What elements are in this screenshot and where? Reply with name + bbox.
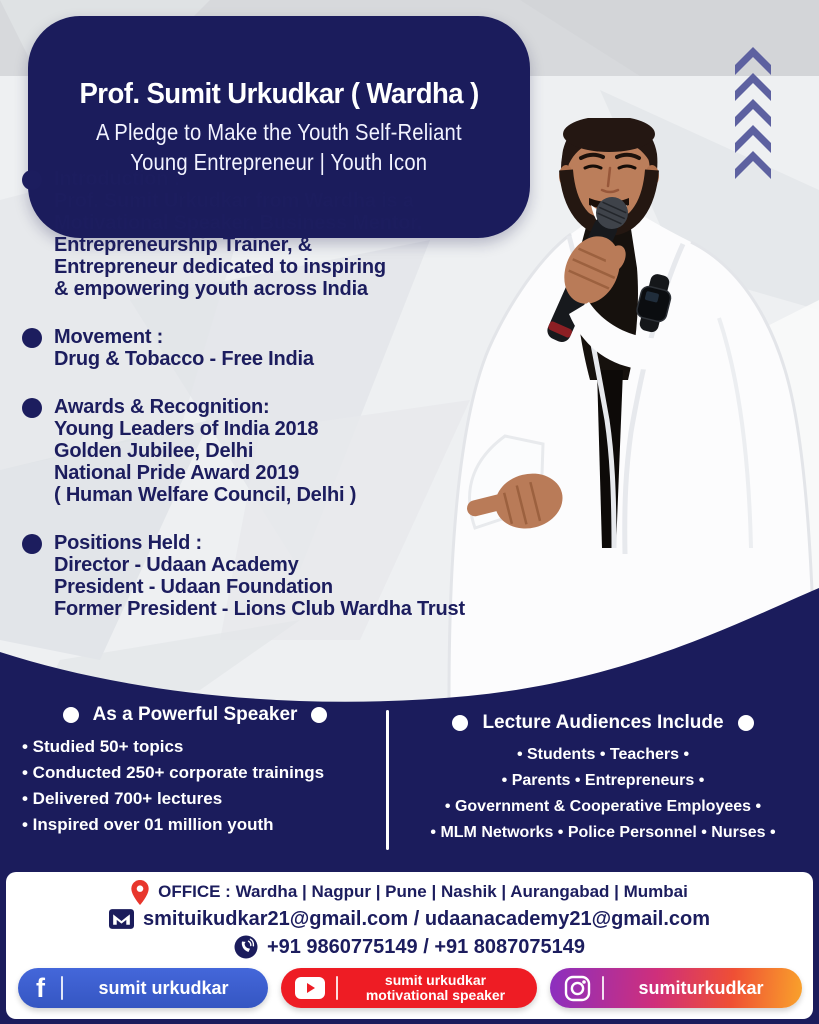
- youtube-button[interactable]: [281, 968, 537, 1008]
- section-line: & empowering youth across India: [54, 278, 368, 300]
- dot-icon: [738, 715, 754, 731]
- stat-item: • Studied 50+ topics: [22, 737, 184, 756]
- section-line: Golden Jubilee, Delhi: [54, 440, 254, 462]
- office-row: [131, 879, 688, 905]
- section-line: Former President - Lions Club Wardha Trust: [54, 598, 465, 620]
- phone-numbers: +91 9860775149 / +91 8087075149: [266, 935, 586, 958]
- youtube-handle-line2: motivational speaker: [365, 987, 506, 1003]
- pill-divider: [61, 976, 63, 1000]
- header-subtitle-line1: A Pledge to Make the Youth Self-Reliant: [96, 118, 462, 145]
- section-line: Entrepreneurship Trainer, &: [54, 234, 313, 256]
- youtube-handle-line1: sumit urkudkar: [384, 972, 487, 988]
- section-heading: Positions Held :: [54, 532, 202, 554]
- speaker-stats-title: As a Powerful Speaker: [92, 704, 298, 725]
- instagram-icon: [564, 975, 591, 1002]
- section-line: President - Udaan Foundation: [54, 576, 333, 598]
- bullet-dot-icon: [22, 328, 42, 348]
- section-line: Director - Udaan Academy: [54, 554, 299, 576]
- section-heading: Introduction :: [54, 168, 181, 190]
- bullet-dot-icon: [22, 170, 42, 190]
- phone-row: [234, 933, 585, 961]
- column-divider: [386, 710, 389, 850]
- facebook-button[interactable]: [18, 968, 268, 1008]
- instagram-button[interactable]: [550, 968, 802, 1008]
- social-buttons-row: [18, 968, 802, 1008]
- youtube-handle: [349, 973, 523, 1003]
- section-movement: [22, 326, 582, 370]
- audience-title: Lecture Audiences Include: [482, 712, 724, 733]
- dot-icon: [452, 715, 468, 731]
- audience-line: • Parents • Entrepreneurs •: [501, 772, 705, 789]
- youtube-play-icon: [295, 977, 325, 999]
- audience-line: • Government & Cooperative Employees •: [444, 798, 762, 815]
- dot-icon: [311, 707, 327, 723]
- email-addresses: smituikudkar21@gmail.com / udaanacademy21@gmail.com: [143, 907, 710, 930]
- facebook-f-icon: f: [36, 972, 45, 1003]
- stat-item: • Delivered 700+ lectures: [22, 789, 223, 808]
- audience-line: • Students • Teachers •: [516, 746, 690, 763]
- bullet-dot-icon: [22, 398, 42, 418]
- audience-title-row: [394, 712, 812, 734]
- section-awards: [22, 396, 582, 506]
- header-subtitle-line2: Young Entrepreneur | Youth Icon: [130, 148, 428, 175]
- facebook-handle: sumit urkudkar: [98, 977, 229, 998]
- office-locations: OFFICE : Wardha | Nagpur | Pune | Nashik | Aurangabad | Mumbai: [158, 882, 688, 901]
- speaker-stats-column: [14, 704, 376, 838]
- section-line: Motivational Speaker, Business Mentor,: [54, 212, 423, 234]
- phone-call-icon: [234, 935, 258, 959]
- speaker-stats-title-row: [14, 704, 376, 726]
- profile-sections: [22, 168, 582, 646]
- section-heading: Awards & Recognition:: [54, 396, 270, 418]
- bullet-dot-icon: [22, 534, 42, 554]
- page-title: Prof. Sumit Urkudkar ( Wardha ): [79, 77, 479, 110]
- section-line: Prof. Sumit Urkudkar from Wardha is a: [54, 190, 414, 212]
- instagram-handle: sumiturkudkar: [638, 977, 764, 998]
- section-line: Entrepreneur dedicated to inspiring: [54, 256, 386, 278]
- pill-divider: [336, 976, 338, 1000]
- section-line: ( Human Welfare Council, Delhi ): [54, 484, 357, 506]
- section-line: National Pride Award 2019: [54, 462, 300, 484]
- stat-item: • Conducted 250+ corporate trainings: [22, 763, 325, 782]
- email-row: [109, 905, 710, 933]
- dot-icon: [63, 707, 79, 723]
- section-heading: Movement :: [54, 326, 164, 348]
- section-line: Young Leaders of India 2018: [54, 418, 319, 440]
- pill-divider: [602, 976, 604, 1000]
- section-line: Drug & Tobacco - Free India: [54, 348, 314, 370]
- section-introduction: [22, 168, 582, 300]
- stat-item: • Inspired over 01 million youth: [22, 815, 274, 834]
- location-pin-icon: [131, 880, 149, 905]
- gmail-icon: [109, 909, 134, 929]
- audience-line: • MLM Networks • Police Personnel • Nurses •: [430, 824, 776, 841]
- audience-column: [394, 712, 812, 846]
- footer-contact-panel: [6, 872, 813, 1019]
